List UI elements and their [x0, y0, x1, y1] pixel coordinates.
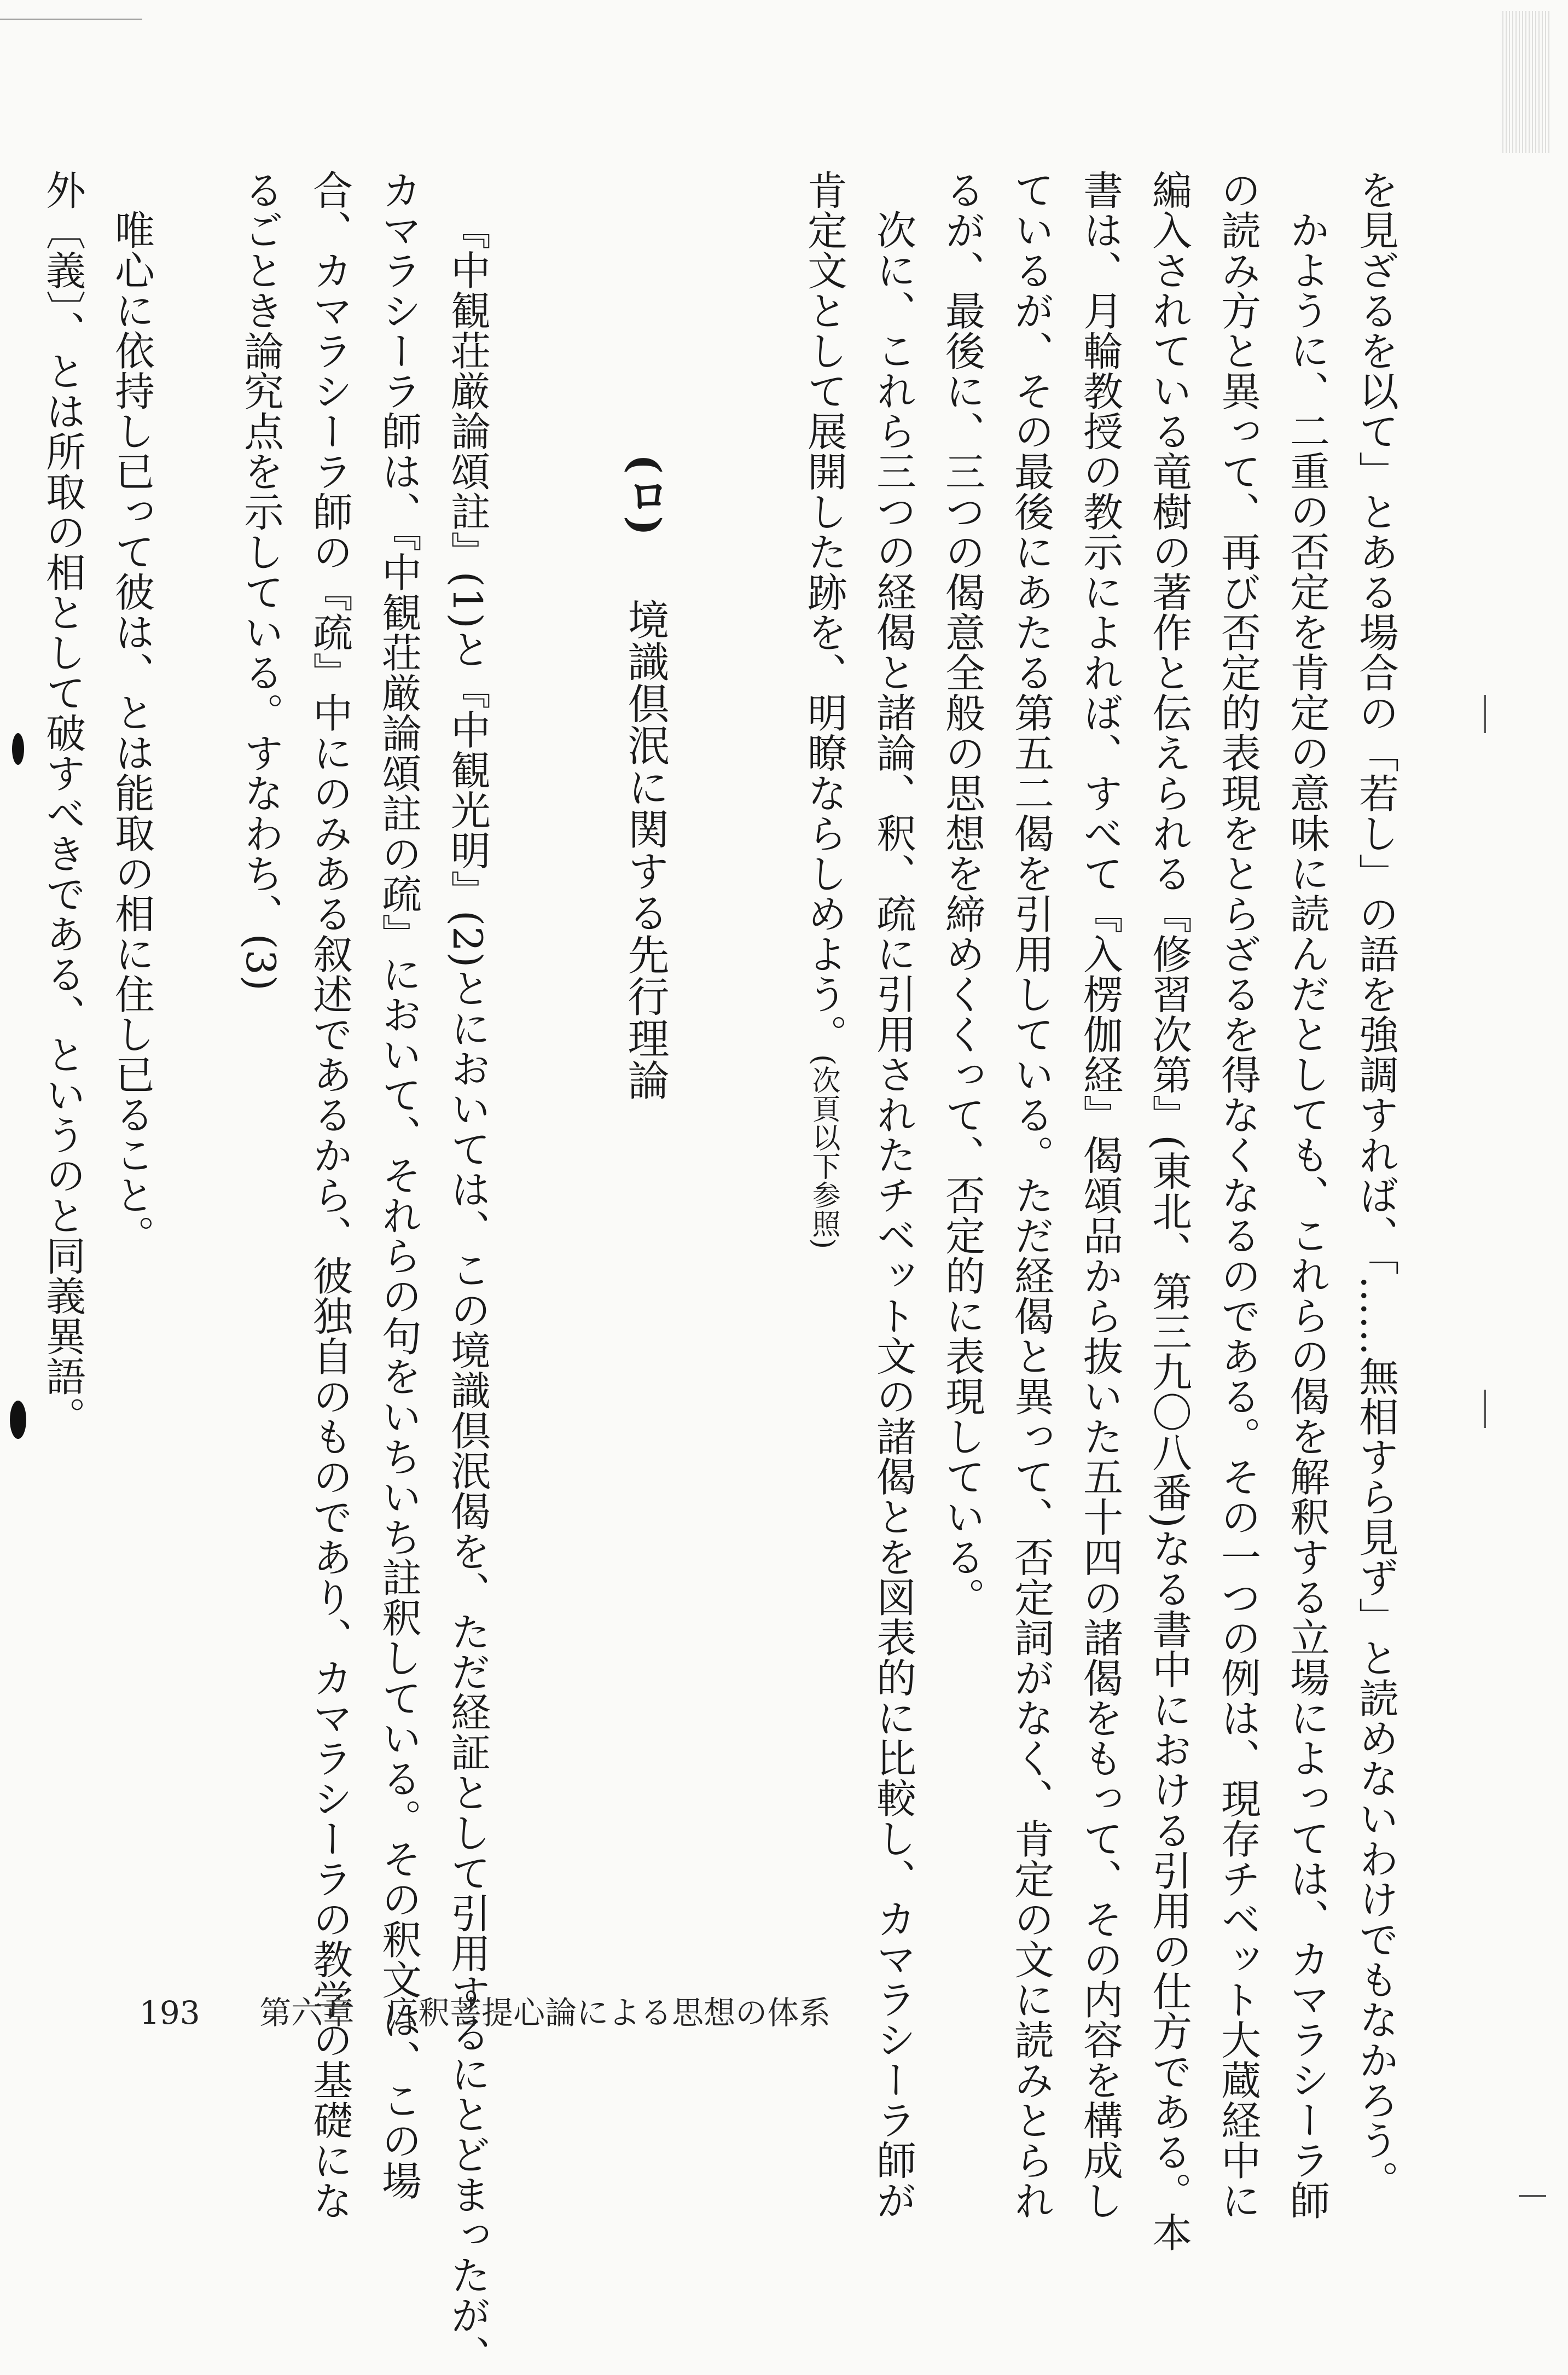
body-text: 肯定文として展開した跡を、明瞭ならしめよう。 — [800, 170, 847, 1054]
margin-mark — [1484, 1390, 1486, 1428]
section-heading — [611, 170, 680, 1942]
spacer — [165, 170, 225, 1942]
quote-line: 唯心に依持し已って彼は、とは能取の相に住し已ること。 — [108, 210, 154, 1255]
quote-line: 外〔義〕、とは所取の相として破すべきである、というのと同義異語。 — [39, 170, 85, 1437]
section-marker: (ロ) — [621, 454, 670, 536]
body-line: を見ざるを以て」とある場合の「若し」の語を強調すれば、「……無相すら見ず」と読めないわけでもなかろう。 — [1352, 170, 1398, 2200]
body-line: 合、カマラシーラ師の『疏』中にのみある叙述であるから、彼独自のものであり、カマラシーラの教学の基礎にな — [306, 170, 352, 2221]
spacer — [501, 170, 611, 1942]
body-line: るごとき論究点を示している。すなわち、(3) — [237, 170, 283, 991]
corner-mark — [1519, 2195, 1546, 2197]
body-line: 編入されている竜樹の著作と伝えられる『修習次第』(東北、第三九〇八番)なる書中における引用の仕方である。本 — [1145, 170, 1192, 2252]
body-line: 『中観荘厳論頌註』(1)と『中観光明』(2)とにおいては、この境識倶泯偈を、ただ経証として引用するにとどまったが、 — [444, 210, 490, 2375]
running-title: 第六章 広釈菩提心論による思想の体系 — [259, 1994, 831, 2031]
binding-hole-mark — [12, 733, 24, 765]
body-line: かように、二重の否定を肯定の意味に読んだとしても、これらの偈を解釈する立場によっては、カマラシーラ師 — [1283, 210, 1329, 2220]
margin-mark — [1484, 695, 1486, 733]
page-footer — [140, 1987, 831, 2033]
body-line: 書は、月輪教授の教示によれば、すべて『入楞伽経』偈頌品から抜いた五十四の諸偈をもって、その内容を構成し — [1076, 170, 1123, 2221]
page-number: 193 — [140, 1994, 200, 2031]
body-line: の読み方と異って、再び否定的表現をとらざるを得なくなるのである。その一つの例は、現存チベット大蔵経中に — [1214, 170, 1261, 2221]
body-line: ているが、その最後にあたる第五二偈を引用している。ただ経偈と異って、否定詞がなく、肯定の文に読みとられ — [1007, 170, 1054, 2221]
body-line: カマラシーラ師は、『中観荘厳論頌註の疏』において、それらの句をいちいち註釈している。その釈文は、この場 — [375, 170, 421, 2200]
body-line — [789, 170, 858, 1942]
scan-artifact — [1502, 11, 1552, 153]
binding-hole-mark — [10, 1401, 26, 1439]
body-line: るが、最後に、三つの偈意全般の思想を締めくくって、否定的に表現している。 — [938, 170, 985, 1617]
section-title: 境識倶泯に関する先行理論 — [621, 599, 670, 1101]
body-line: 次に、これら三つの経偈と諸論、釈、疏に引用されたチベット文の諸偈とを図表的に比較し、カマラシーラ師が — [869, 210, 916, 2220]
spacer — [680, 170, 789, 1942]
page-edge — [0, 19, 142, 20]
note-reference: (次頁以下参照) — [807, 1054, 840, 1250]
